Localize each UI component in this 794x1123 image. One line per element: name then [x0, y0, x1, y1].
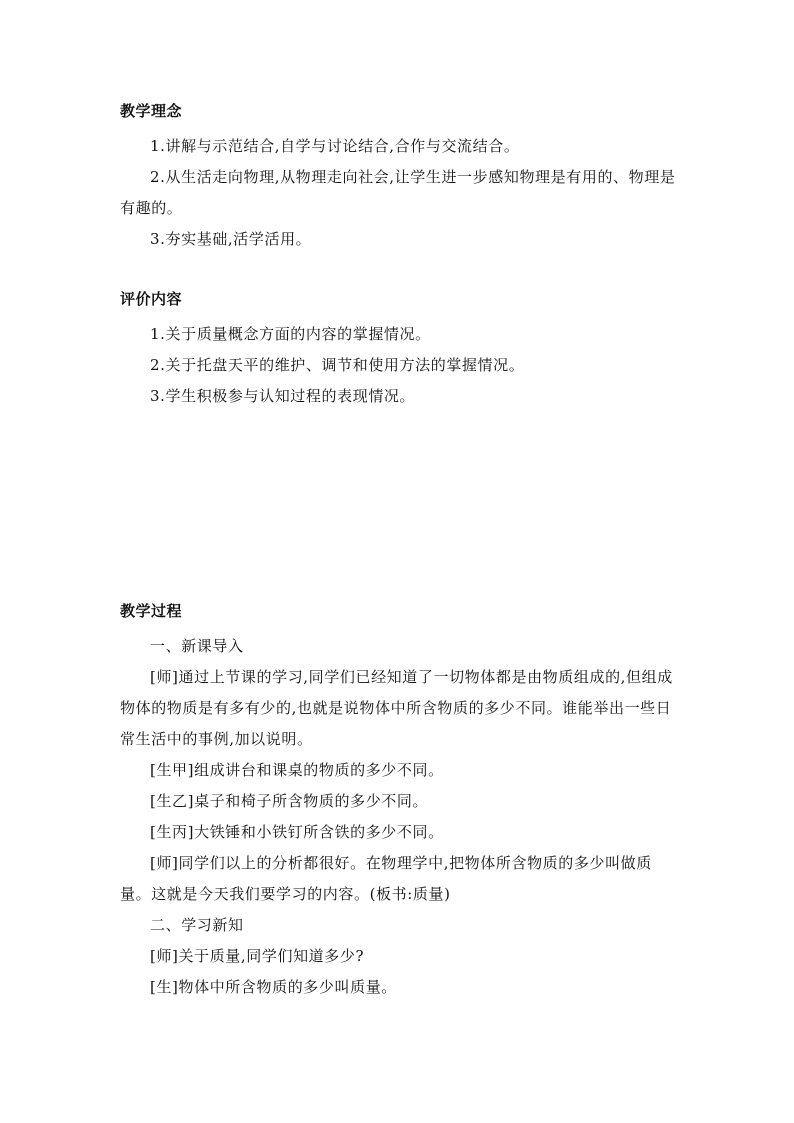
philosophy-item-3: 3.夯实基础,活学活用。	[150, 230, 312, 248]
process-subheading-intro: 一、新课导入	[150, 637, 244, 655]
teaching-philosophy-section	[120, 100, 680, 255]
process-student-line: [生]物体中所含物质的多少叫质量。	[150, 978, 397, 996]
process-teacher-line-1: [师]通过上节课的学习,同学们已经知道了一切物体都是由物质组成的,但组成物体的物质是有多有少的,也就是说物体中所含物质的多少不同。谁能举出一些日常生活中的事例,加以说明。	[120, 668, 673, 748]
evaluation-content-heading: 评价内容	[120, 290, 183, 308]
teaching-process-heading: 教学过程	[120, 602, 183, 620]
teaching-philosophy-heading: 教学理念	[120, 102, 183, 120]
evaluation-content-section	[120, 288, 680, 412]
philosophy-item-2: 2.从生活走向物理,从物理走向社会,让学生进一步感知物理是有用的、物理是有趣的。	[120, 168, 676, 217]
process-student-a-line: [生甲]组成讲台和课桌的物质的多少不同。	[150, 761, 444, 779]
process-teacher-line-3: [师]关于质量,同学们知道多少?	[150, 947, 365, 965]
evaluation-item-3: 3.学生积极参与认知过程的表现情况。	[150, 387, 416, 405]
philosophy-item-1: 1.讲解与示范结合,自学与讨论结合,合作与交流结合。	[150, 137, 520, 155]
process-student-c-line: [生丙]大铁锤和小铁钉所含铁的多少不同。	[150, 823, 444, 841]
evaluation-item-2: 2.关于托盘天平的维护、调节和使用方法的掌握情况。	[150, 356, 525, 374]
process-teacher-line-2: [师]同学们以上的分析都很好。在物理学中,把物体所含物质的多少叫做质量。这就是今天我们要学习的内容。(板书:质量)	[120, 854, 652, 903]
process-subheading-new-knowledge: 二、学习新知	[150, 916, 244, 934]
teaching-process-section	[120, 600, 680, 1003]
evaluation-item-1: 1.关于质量概念方面的内容的掌握情况。	[150, 325, 431, 343]
process-student-b-line: [生乙]桌子和椅子所含物质的多少不同。	[150, 792, 429, 810]
